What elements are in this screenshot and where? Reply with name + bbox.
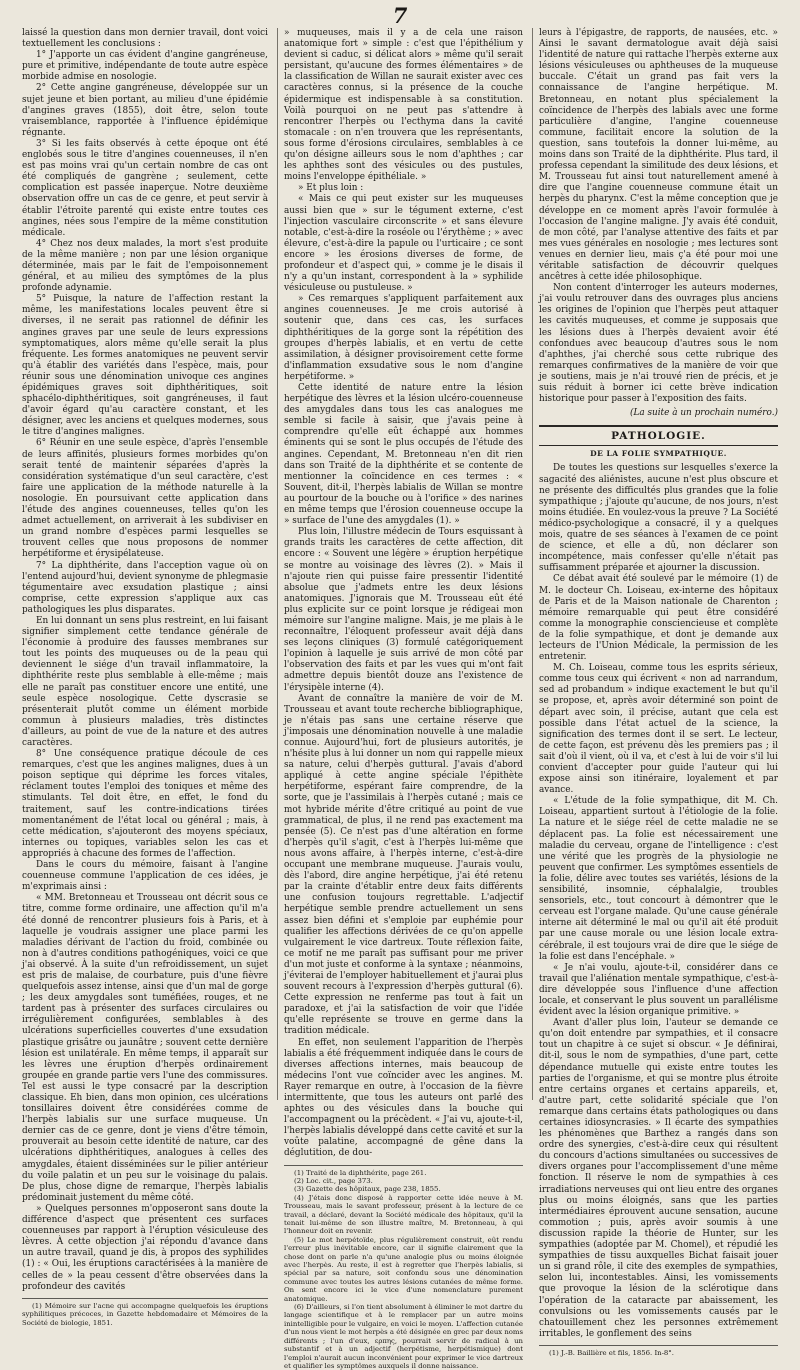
- section-rule-middle: [539, 445, 778, 446]
- paragraph: 3° Si les faits observés à cette époque ont été englobés sous le titre d'angines couenneuses, il n'en est pas moins vrai qu'un certain nombre de cas ont été compliqués de gangrène ; seulement, cette complication est passée inaperçue. Notre deuxième observation offre un cas de ce genre, et peut servir à établir l'étroite parenté qui existe entre toutes ces angines, nées sous l'empire de la même constitution médicale.: [22, 138, 268, 238]
- paragraph: » muqueuses, mais il y a de cela une raison anatomique fort » simple : c'est que l'épithélium y devient si caduc, si délicat alors » même qu'il serait persistant, qu'aucune des formes élémentaires » de la classification de Willan ne saurait exister avec ces caractères connus, si la présence de la couche épidermique est indispensable à sa constitution. Voilà pourquoi on ne peut pas s'attendre à rencontrer l'herpès ou l'ecthyma dans la cavité stomacale : on n'en trouvera que les représentants, sous forme d'érosions circulaires, semblables à ce qu'on désigne ailleurs sous le nom d'aphthes ; car les aphthes sont des vésicules ou des pustules, moins l'enveloppe épithéliale. »: [284, 28, 523, 183]
- col3-body-bottom: [539, 463, 778, 1339]
- footnote: (3) Gazette des hôpitaux, page 238, 1855.: [294, 1185, 441, 1194]
- paragraph: 1° J'apporte un cas évident d'angine gangréneuse, pure et primitive, indépendante de toute autre espèce morbide admise en nosologie.: [22, 50, 268, 83]
- paragraph: Cette identité de nature entre la lésion herpétique des lèvres et la lésion ulcéro-couenneuse des amygdales dans tous les cas analogues me semble si facile à saisir, que j'avais peine à comprendre qu'elle eût échappé aux hommes éminents qui se sont le plus occupés de l'étude des angines. Cependant, M. Bretonneau n'en dit rien dans son Traité de la diphthérite et se contente de mentionner la coïncidence en ces termes : « Souvent, dit-il, l'herpès labialis de Willan se montre au pourtour de la bouche ou à l'orifice » des narines en même temps que l'érosion couenneuse occupe la » surface de l'une des amygdales (1). »: [284, 383, 523, 527]
- col1-body: [22, 28, 268, 1293]
- paragraph: 2° Cette angine gangréneuse, développée sur un sujet jeune et bien portant, au milieu d'une épidémie d'angines graves (1855), doit être, selon toute vraisemblance, rapportée à l'influence épidémique régnante.: [22, 83, 268, 138]
- paragraph: 7° La diphthérite, dans l'acception vague où on l'entend aujourd'hui, devient synonyme de phlegmasie tégumentaire avec exsudation plastique ; ainsi comprise, cette expression s'applique aux cas pathologiques les plus disparates.: [22, 560, 268, 615]
- paragraph: De toutes les questions sur lesquelles s'exerce la sagacité des aliénistes, aucune n'est plus obscure et ne présente des difficultés plus grandes que la folie sympathique ; j'ajoute qu'aucune, de nos jours, n'est moins étudiée. En voulez-vous la preuve ? La Société médico-psychologique a consacré, il y a quelques mois, quatre de ses séances à l'examen de ce point de science, et elle a dû, non déclarer son incompétence, mais confesser qu'elle n'était pas suffisamment préparée et ajourner la discussion.: [539, 463, 779, 574]
- paragraph: 4° Chez nos deux malades, la mort s'est produite de la même manière ; non par une lésion organique déterminée, mais par le fait de l'empoisonnement général, et au milieu des symptômes de la plus profonde adynamie.: [22, 238, 268, 294]
- paragraph: » Ces remarques s'appliquent parfaitement aux angines couenneuses. Je me crois autorisé à soutenir que, dans ces cas, les surfaces diphthéritiques de la gorge sont la répétition des groupes d'herpès labialis, et en vertu de cette assimilation, à désigner provisoirement cette forme d'inflammation exsudative sous le nom d'angine herpétiforme. »: [284, 294, 523, 382]
- paragraph: « MM. Bretonneau et Trousseau ont décrit sous ce titre, comme forme ordinaire, une affection qu'il m'a été donné de rencontrer plusieurs fois à Paris, et à laquelle je voudrais assigner une place parmi les maladies dérivant de l'action du froid, combinée ou non à d'autres conditions pathogéniques, voici ce que j'ai observé. À la suite d'un refroidissement, un sujet est pris de malaise, de courbature, puis d'une fièvre quelquefois assez intense, ainsi que d'un mal de gorge ; les deux amygdales sont tuméfiées, rouges, et ne tardent pas à présenter des surfaces circulaires ou irrégulièrement configurées, semblables à des ulcérations superficielles couvertes d'une exsudation plastique grisâtre ou jaunâtre ; souvent cette dernière lésion est unilatérale. En même temps, il apparaît sur les lèvres une éruption d'herpès ordinairement groupée en grande partie vers l'une des commissures. Tel est aussi le type consacré par la description classique. Eh bien, dans mon opinion, ces ulcérations tonsillaires doivent être considérées comme de l'herpès labialis sur une surface muqueuse. Un dernier cas de ce genre, dont je viens d'être témoin, prouverait au besoin cette identité de nature, car des ulcérations diphthéritiques, analogues à celles des amygdales, étaient disséminées sur le pilier antérieur du voile palatin et un peu sur le voisinage du palais. De plus, chose digne de remarque, l'herpès labialis prédominait justement du même côté.: [22, 893, 268, 1203]
- col2-footnotes: [284, 1165, 523, 1370]
- col1-footnotes: [22, 1298, 268, 1327]
- paragraph: Non content d'interroger les auteurs modernes, j'ai voulu retrouver dans des ouvrages plus anciens les origines de l'opinion que l'herpès peut attaquer les cavités muqueuses, et comme je supposais que les lésions dues à l'herpès devaient avoir été confondues avec beaucoup d'autres sous le nom d'aphthes, j'ai cherché sous cette rubrique des remarques confirmatives de la manière de voir que je soutiens, mais je n'ai trouvé rien de précis, et je suis réduit à borner ici cette brève indication historique pour passer à l'exposition des faits.: [539, 283, 778, 405]
- paragraph: M. Ch. Loiseau, comme tous les esprits sérieux, comme tous ceux qui écrivent « non ad narrandum, sed ad probandum » indique exactement le but qu'il se propose, et, après avoir déterminé son point de départ avec soin, il précise, autant que cela est possible dans l'état actuel de la science, la signification des termes dont il se sert. Le lecteur, de cette façon, est prévenu dès les premiers pas ; il sait d'où il vient, où il va, et c'est à lui de voir s'il lui convient d'accepter pour guide l'auteur qui lui expose ainsi son itinéraire, loyalement et par avance.: [539, 663, 778, 796]
- paragraph: Ce débat avait été soulevé par le mémoire (1) de M. le docteur Ch. Loiseau, ex-interne des hôpitaux de Paris et de la Maison nationale de Charenton ; mémoire remarquable qui peut être considéré comme la monographie consciencieuse et complète de la folie sympathique, et dont je demande aux lecteurs de l'Union Médicale, la permission de les entretenir.: [539, 574, 778, 663]
- col3-footnotes: [539, 1345, 778, 1357]
- continuation-note: (La suite à un prochain numéro.): [629, 408, 778, 419]
- footnote: (1) J.-B. Baillière et fils, 1856. In-8°.: [549, 1348, 674, 1357]
- paragraph: « L'étude de la folie sympathique, dit M. Ch. Loiseau, appartient surtout à l'étiologie de la folie. La nature et le siége réel de cette maladie ne se déplacent pas. La folie est nécessairement une maladie du cerveau, organe de l'intelligence : c'est une vérité que les progrès de la physiologie ne peuvent que confirmer. Les symptômes essentiels de la folie, délire avec toutes ses variétés, lésions de la sensibilité, insomnie, céphalalgie, troubles sensoriels, etc., tout concourt à démontrer que le cerveau est l'organe malade. Qu'une cause générale interne ait déterminé le mal ou qu'il ait été produit par une cause morale ou une lésion locale extra-cérébrale, il est toujours vrai de dire que le siége de la folie est dans l'encéphale. »: [539, 796, 778, 962]
- col3-body-top: [539, 28, 778, 405]
- paragraph: 8° Une conséquence pratique découle de ces remarques, c'est que les angines malignes, dues à un poison septique qui déprime les forces vitales, réclament toutes l'emploi des toniques et même des stimulants. Tel doit être, en effet, le fond du traitement, sauf les contre-indications tirées momentanément de l'état local ou général ; mais, à cette médication, s'ajouteront des moyens spéciaux, internes ou topiques, variables selon les cas et appropriés à chacune des formes de l'affection.: [22, 749, 268, 859]
- footnote: (5) Le mot herpétoïde, plus régulièrement construit, eût rendu l'erreur plus inévitable encore, car il signifie clairement que la chose dont on parle n'a qu'une analogie plus ou moins éloignée avec l'herpès. Au reste, il est à regretter que l'herpès labialis, si spécial par sa nature, soit confondu sous une dénomination commune avec toutes les autres lésions cutanées de même forme. On sent encore ici le vice d'une nomenclature purement anatomique.: [284, 1235, 523, 1303]
- footnote: (2) Loc. cit., page 373.: [294, 1176, 373, 1185]
- article-title: DE LA FOLIE SYMPATHIQUE.: [590, 449, 727, 459]
- column-3: [532, 28, 779, 1357]
- footnote: (1) Mémoire sur l'acne qui accompagne quelquefois les éruptions syphilitiques précoces, in Gazette hebdomadaire et Mémoires de la Société de biologie, 1851.: [22, 1301, 268, 1327]
- columns: [22, 28, 779, 1370]
- paragraph: « Mais ce qui peut exister sur les muqueuses aussi bien que » sur le tégument externe, c'est l'injection vasculaire circonscrite » et sans élevure notable, c'est-à-dire la roséole ou l'érythème ; » avec élevure, c'est-à-dire la papule ou l'urticaire ; ce sont encore » les érosions diverses de forme, de profondeur et d'aspect qui, » comme je le disais il n'y a qu'un instant, correspondent à la » syphilide vésiculeuse ou pustuleuse. »: [284, 194, 523, 294]
- section-title: PATHOLOGIE.: [611, 430, 706, 443]
- section-rule-top: [539, 425, 778, 427]
- footnote: (6) D'ailleurs, si l'on tient absolument à éliminer le mot dartre du langage scientifique et à le remplacer par un autre moins inintelligible pour le vulgaire, en voici le moyen. L'affection cutanée d'un nous vient le mot herpès a été désignée en grec par deux noms différents ; l'un d'eux, ερπης, pourrait servir de radical à un substantif et à un adjectif (herpétisme, herpétismique) dont l'emploi n'aurait aucun inconvénient pour exprimer le vice dartreux et qualifier les symptômes auxquels il donne naissance.: [284, 1303, 523, 1370]
- paragraph: Avant d'aller plus loin, l'auteur se demande ce qu'on doit entendre par sympathies, et il consacre tout un chapitre à ce sujet si obscur. « Je définirai, dit-il, sous le nom de sympathies, d'une part, cette dépendance mutuelle qui existe entre toutes les parties de l'organisme, et qui se montre plus étroite entre certains organes et certains appareils, et, d'autre part, cette solidarité spéciale que l'on remarque dans certains états pathologiques ou dans certaines idiosyncrasies. » Il écarte des sympathies les phénomènes que Barthez a rangés dans son ordre des synergies, c'est-à-dire ceux qui résultent du concours d'actions simultanées ou successives de divers organes pour l'accomplissement d'une même fonction. Il réserve le nom de sympathies à ces irradiations nerveuses qui ont lieu entre des organes plus ou moins éloignés, sans que les parties intermédiaires éprouvent aucune sensation, aucune commotion ; puis, après avoir soumis à une discussion rapide la théorie de Hunter, sur les sympathies (adoptée par M. Chomel), et répudié les sympathies de tissu auxquelles Bichat faisait jouer un si grand rôle, il cite des exemples de sympathies, selon lui, incontestables. Ainsi, les vomissements que provoque la lésion de la sclérotique dans l'opération de la cataracte par abaissement, les convulsions ou les vomissements causés par le chatouillement chez les personnes extrêmement irritables, le gonflement des seins: [539, 1018, 778, 1339]
- paragraph: Avant de connaître la manière de voir de M. Trousseau et avant toute recherche bibliographique, je n'étais pas sans une certaine réserve que j'imposais une dénomination nouvelle à une maladie connue. Aujourd'hui, fort de plusieurs autorités, je n'hésite plus à lui donner un nom qui rappelle mieux sa nature, celui d'herpès guttural. J'avais d'abord appliqué à cette angine spéciale l'épithète herpétiforme, espérant faire comprendre, de la sorte, que je l'assimilais à l'herpès cutané ; mais ce mot hybride mérite d'être critiqué au point de vue grammatical, de plus, il ne rend pas exactement ma pensée (5). Ce n'est pas d'une altération en forme d'herpès qu'il s'agit, c'est à l'herpès lui-même que nous avons affaire, à l'herpès interne, c'est-à-dire occupant une membrane muqueuse. J'aurais voulu, dès l'abord, dire angine herpétique, j'ai été retenu par la crainte d'établir entre deux faits différents une confusion toujours regrettable. L'adjectif herpétique semble prendre actuellement un sens assez bien défini et s'emploie par euphémie pour qualifier les affections dérivées de ce qu'on appelle vulgairement le vice dartreux. Toute réflexion faite, ce motif ne me paraît pas suffisant pour me priver d'un mot juste et conforme à la syntaxe ; néanmoins, j'éviterai de l'employer habituellement et j'aurai plus souvent recours à l'expression d'herpès guttural (6). Cette expression ne renferme pas tout à fait un paradoxe, et j'ai la satisfaction de voir que l'idée qu'elle représente se trouve en germe dans la tradition médicale.: [284, 693, 523, 1037]
- paragraph: Plus loin, l'illustre médecin de Tours esquissant à grands traits les caractères de cette affection, dit encore : « Souvent une légère » éruption herpétique se montre au voisinage des lèvres (2). » Mais il n'ajoute rien qui puisse faire pressentir l'identité absolue que j'admets entre les deux lésions anatomiques. J'ignorais que M. Trousseau eût été plus explicite sur ce point lorsque je rédigeai mon mémoire sur l'angine maligne. Mais, je me plais à le reconnaître, l'éloquent professeur avait déjà dans ses leçons cliniques (3) formulé catégoriquement l'opinion à laquelle je suis arrivé de mon côté par l'observation des faits et par les vues qui m'ont fait admettre depuis bientôt douze ans l'existence de l'érysipèle interne (4).: [284, 527, 523, 693]
- paragraph: 6° Réunir en une seule espèce, d'après l'ensemble de leurs affinités, plusieurs formes morbides qu'on serait tenté de maintenir séparées d'après la considération systématique d'un seul caractère, c'est faire une application de la méthode naturelle à la nosologie. En poursuivant cette application dans l'étude des angines couenneuses, telles qu'on les admet actuellement, on arriverait à les subdiviser en un grand nombre d'espèces parmi lesquelles se trouvent celles que nous proposons de nommer herpétiforme et érysipélateuse.: [22, 438, 268, 560]
- paragraph: En effet, non seulement l'apparition de l'herpès labialis a été fréquemment indiquée dans le cours de diverses affections internes, mais beaucoup de médecins l'ont vue coïncider avec les angines. M. Rayer remarque en outre, à l'occasion de la fièvre intermittente, que tous les auteurs ont parlé des aphtes ou des vésicules dans la bouche qui l'accompagnent ou la précèdent. « J'ai vu, ajoute-t-il, l'herpès labialis développé dans cette cavité et sur la voûte palatine, accompagné de gêne dans la déglutition, de dou-: [284, 1037, 523, 1159]
- column-2: [277, 28, 523, 1370]
- page-number: 7: [392, 3, 408, 28]
- col2-body: [284, 28, 523, 1160]
- paragraph: » Et plus loin :: [298, 183, 364, 194]
- paragraph: En lui donnant un sens plus restreint, en lui faisant signifier simplement cette tendance générale de l'économie à produire des fausses membranes sur tout les points des muqueuses ou de la peau qui deviennent le siége d'un travail inflammatoire, la diphthérite reste plus semblable à elle-même ; mais elle ne paraît pas constituer encore une entité, une seule espèce nosologique. Cette dyscrasie se présenterait plutôt comme un élément morbide commun à plusieurs maladies, très distinctes d'ailleurs, au point de vue de la nature et des autres caractères.: [22, 615, 268, 748]
- paragraph: « Je n'ai voulu, ajoute-t-il, considérer dans ce travail que l'aliénation mentale sympathique, c'est-à-dire développée sous l'influence d'une affection locale, et conservant le plus souvent un parallélisme évident avec la lésion organique primitive. »: [539, 962, 778, 1018]
- paragraph: 5° Puisque, la nature de l'affection restant la même, les manifestations locales peuvent être si diverses, il ne serait pas rationnel de définir les angines graves par une seule de leurs expressions symptomatiques, alors même qu'elle serait la plus fréquente. Les formes anatomiques ne peuvent servir qu'à établir des variétés dans l'espèce, mais, pour réunir sous une dénomination univoque ces angines épidémiques graves soit diphthéritiques, soit sphacélo-diphthéritiques, soit gangréneuses, il faut d'avoir égard qu'au caractère constant, et les désigner, avec les anciens et quelques modernes, sous le titre d'angines malignes.: [22, 294, 268, 438]
- paragraph: Dans le cours du mémoire, faisant à l'angine couenneuse commune l'application de ces idées, je m'exprimais ainsi :: [22, 860, 268, 893]
- footnote: (4) J'étais donc disposé à rapporter cette idée neuve à M. Trousseau, mais le savant professeur, présent à la lecture de ce travail, a déclaré, devant la Société médicale des hôpitaux, qu'il la tenait lui-même de son illustre maître, M. Bretonneau, à qui l'honneur doit en revenir.: [284, 1193, 523, 1236]
- footnote: (1) Traité de la diphthérite, page 261.: [294, 1168, 427, 1177]
- paragraph: laissé la question dans mon dernier travail, dont voici textuellement les conclusions :: [22, 28, 268, 50]
- paragraph: leurs à l'épigastre, de rapports, de nausées, etc. » Ainsi le savant dermatologue avait déjà saisi l'identité de nature qui rattache l'herpès externe aux lésions vésiculeuses ou aphtheuses de la muqueuse buccale. C'était un grand pas fait vers la connaissance de l'angine herpétique. M. Bretonneau, en notant plus spécialement la coïncidence de l'herpès des labials avec une forme particulière d'angine, l'angine couenneuse commune, facilitait encore la solution de la question, sans toutefois la donner lui-même, au moins dans son Traité de la diphthérite. Plus tard, il professa cependant la similitude des deux lésions, et M. Trousseau fut ainsi tout naturellement amené à dire que l'angine couenneuse commune était un herpès du pharynx. C'est la même conception que je développe en ce moment après l'avoir formulée à l'occasion de l'angine maligne. J'y avais été conduit, de mon côté, par l'analyse attentive des faits et par mes vues générales en nosologie ; mes lectures sont venues en dernier lieu, mais ç'a été pour moi une véritable satisfaction de découvrir quelques ancêtres à cette idée philosophique.: [539, 28, 778, 283]
- column-1: [22, 28, 268, 1327]
- paragraph: » Quelques personnes m'opposeront sans doute la différence d'aspect que présentent ces surfaces couenneuses par rapport à l'éruption vésiculeuse des lèvres. À cette objection j'ai répondu d'avance dans un autre travail, quand je dis, à propos des syphilides (1) : « Oui, les éruptions caractérisées à la manière de celles de » la peau cessent d'être observées dans la profondeur des cavités: [22, 1203, 268, 1292]
